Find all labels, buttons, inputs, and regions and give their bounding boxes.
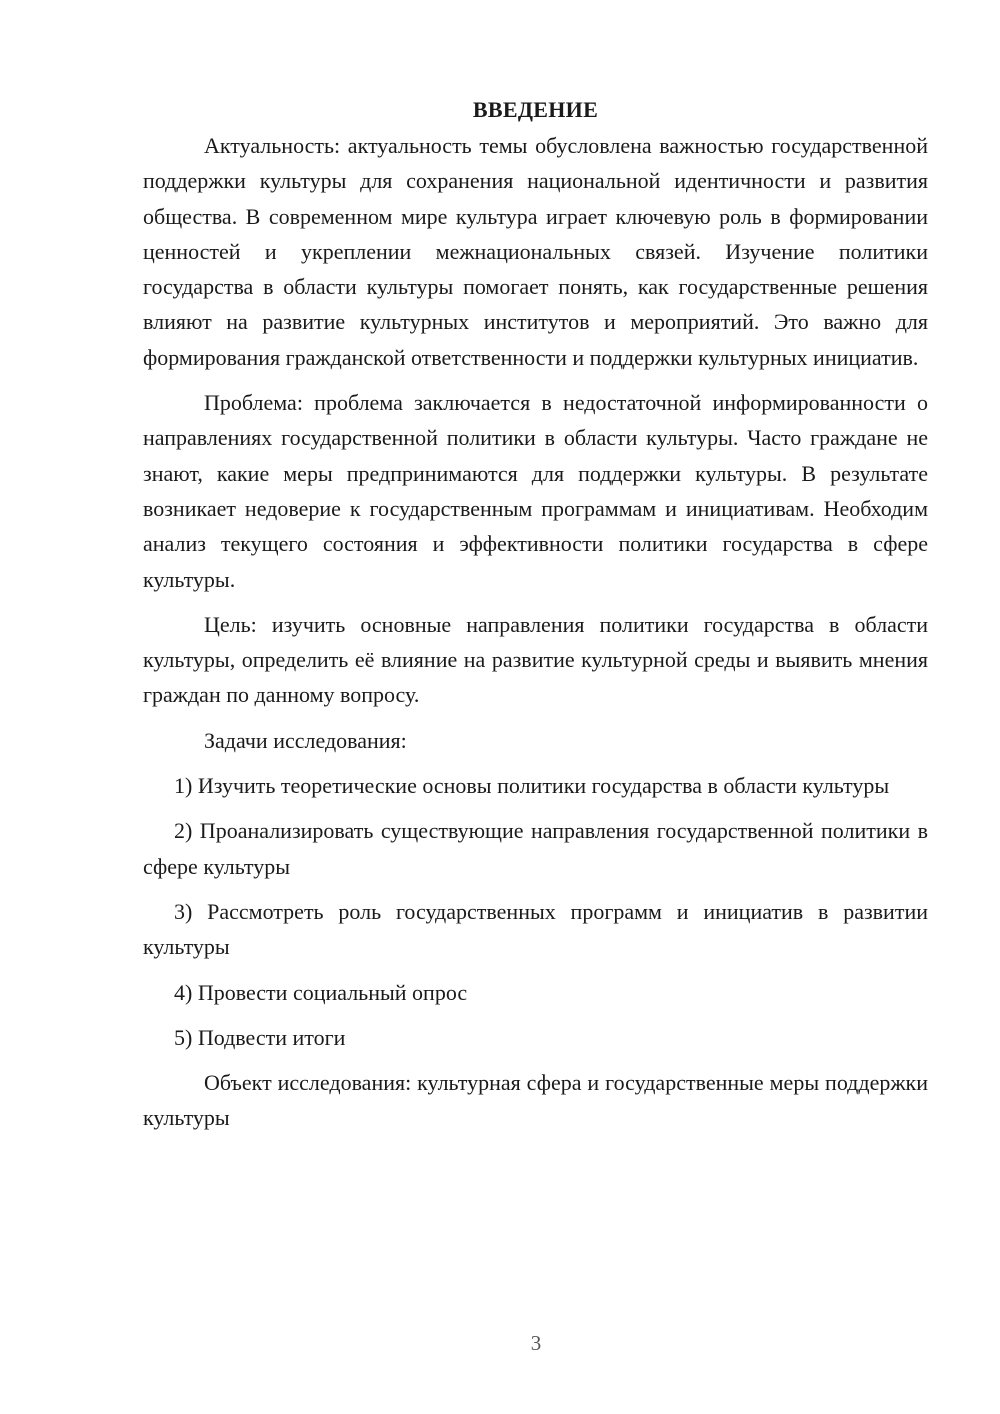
page-number: 3 xyxy=(530,1331,542,1355)
paragraph-goal: Цель: изучить основные направления политики государства в области культуры, определить её влияние на развитие культурной среды и выявить мнения граждан по данному вопросу. xyxy=(143,611,928,708)
task-item-1: 1) Изучить теоретические основы политики государства в области культуры xyxy=(174,773,890,799)
task-item-4: 4) Провести социальный опрос xyxy=(174,979,468,1005)
section-title: ВВЕДЕНИЕ xyxy=(472,97,599,122)
paragraph-object: Объект исследования: культурная сфера и государственные меры поддержки культуры xyxy=(143,1070,928,1131)
paragraph-problem: Проблема: проблема заключается в недостаточной информированности о направлениях государственной политики в области культуры. Часто граждане не знают, какие меры предпринимаются для поддержки культуры. В результате возникает недоверие к государственным программам и инициативам. Необходим анализ текущего состояния и эффективности политики государства в сфере культуры. xyxy=(143,390,928,592)
tasks-heading: Задачи исследования: xyxy=(204,727,407,753)
task-item-2: 2) Проанализировать существующие направления государственной политики в сфере культуры xyxy=(143,818,928,879)
paragraph-relevance: Актуальность: актуальность темы обусловлена важностью государственной поддержки культуры для сохранения национальной идентичности и развития общества. В современном мире культура играет ключевую роль в формировании ценностей и укреплении межнациональных связей. Изучение политики государства в области культуры помогает понять, как государственные решения влияют на развитие культурных институтов и мероприятий. Это важно для формирования гражданской ответственности и поддержки культурных инициатив. xyxy=(143,133,928,370)
task-item-3: 3) Рассмотреть роль государственных программ и инициатив в развитии культуры xyxy=(143,898,928,960)
document-page xyxy=(143,92,928,1146)
task-item-5: 5) Подвести итоги xyxy=(174,1024,346,1050)
